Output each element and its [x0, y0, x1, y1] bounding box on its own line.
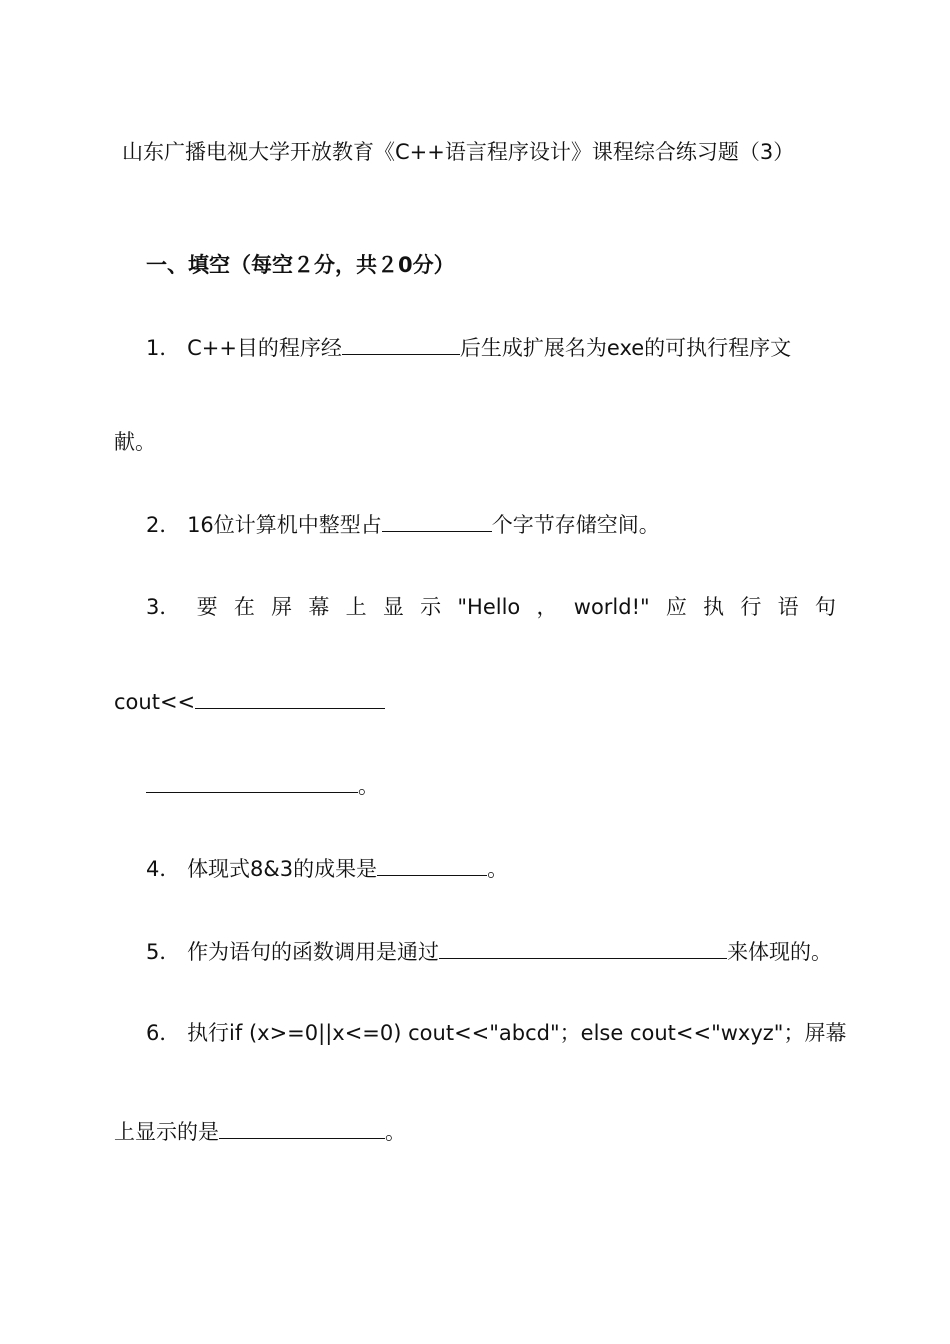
question-5-text-after: 来体现的。: [727, 940, 833, 964]
question-2-text-before: 16位计算机中整型占: [187, 513, 382, 537]
question-1-text-after: 后生成扩展名为exe的可执行程序文: [459, 336, 792, 360]
question-3-word: 语: [777, 595, 799, 619]
question-3-cout: cout<<: [114, 690, 196, 714]
question-1-blank[interactable]: [342, 332, 460, 355]
question-1-text-before: C++目的程序经: [187, 336, 342, 360]
question-3-word: "Hello: [457, 595, 521, 619]
question-5-text-before: 作为语句的函数调用是通过: [187, 940, 440, 964]
section-heading: 一、填空（每空２分，共２0分）: [146, 253, 455, 277]
question-1-continuation: 献。: [114, 430, 156, 454]
question-3: [146, 592, 836, 622]
question-3-word: 在: [233, 595, 255, 619]
question-6-continuation: [114, 1116, 406, 1147]
question-5-blank[interactable]: [439, 936, 727, 959]
question-2-blank[interactable]: [382, 509, 492, 532]
question-2-number: 2．: [146, 513, 181, 537]
question-6-number: 6．: [146, 1021, 181, 1045]
question-3-blank-1[interactable]: [195, 686, 385, 709]
question-4-text-after: 。: [487, 857, 509, 881]
question-4-text-before: 体现式8&3的成果是: [187, 857, 378, 881]
question-3-word: 要: [196, 595, 218, 619]
question-3-word: 应: [665, 595, 687, 619]
question-3-word: 行: [740, 595, 762, 619]
page-title: 山东广播电视大学开放教育《C++语言程序设计》课程综合练习题（3）: [122, 140, 795, 164]
question-3-continuation: [114, 686, 385, 717]
question-6-text: 执行if (x>=0||x<=0) cout<<"abcd"；else cout<<"wxyz"；屏幕: [187, 1021, 847, 1045]
question-6-cont-after: 。: [385, 1120, 406, 1144]
question-6-cont-before: 上显示的是: [114, 1120, 219, 1144]
question-3-end-line: [146, 770, 379, 801]
question-2-text-after: 个字节存储空间。: [491, 513, 660, 537]
question-3-word: ，: [536, 595, 558, 619]
question-3-word: 上: [345, 595, 367, 619]
question-4-blank[interactable]: [377, 853, 487, 876]
question-3-word: 示: [420, 595, 442, 619]
question-3-end: 。: [358, 774, 379, 798]
question-6-blank[interactable]: [219, 1116, 385, 1139]
question-5: [146, 936, 832, 967]
question-3-word: 句: [814, 595, 836, 619]
question-3-word: 幕: [308, 595, 330, 619]
question-4-number: 4．: [146, 857, 181, 881]
question-6: [146, 1018, 846, 1048]
question-3-word: 执: [703, 595, 725, 619]
question-1: [146, 332, 791, 363]
question-2: [146, 509, 660, 540]
question-3-word: world!": [573, 595, 650, 619]
question-5-number: 5．: [146, 940, 181, 964]
question-3-word: 屏: [271, 595, 293, 619]
question-3-number: 3．: [146, 595, 181, 619]
question-4: [146, 853, 508, 884]
question-3-word: 显: [382, 595, 404, 619]
question-1-number: 1．: [146, 336, 181, 360]
question-3-blank-2[interactable]: [146, 770, 358, 793]
